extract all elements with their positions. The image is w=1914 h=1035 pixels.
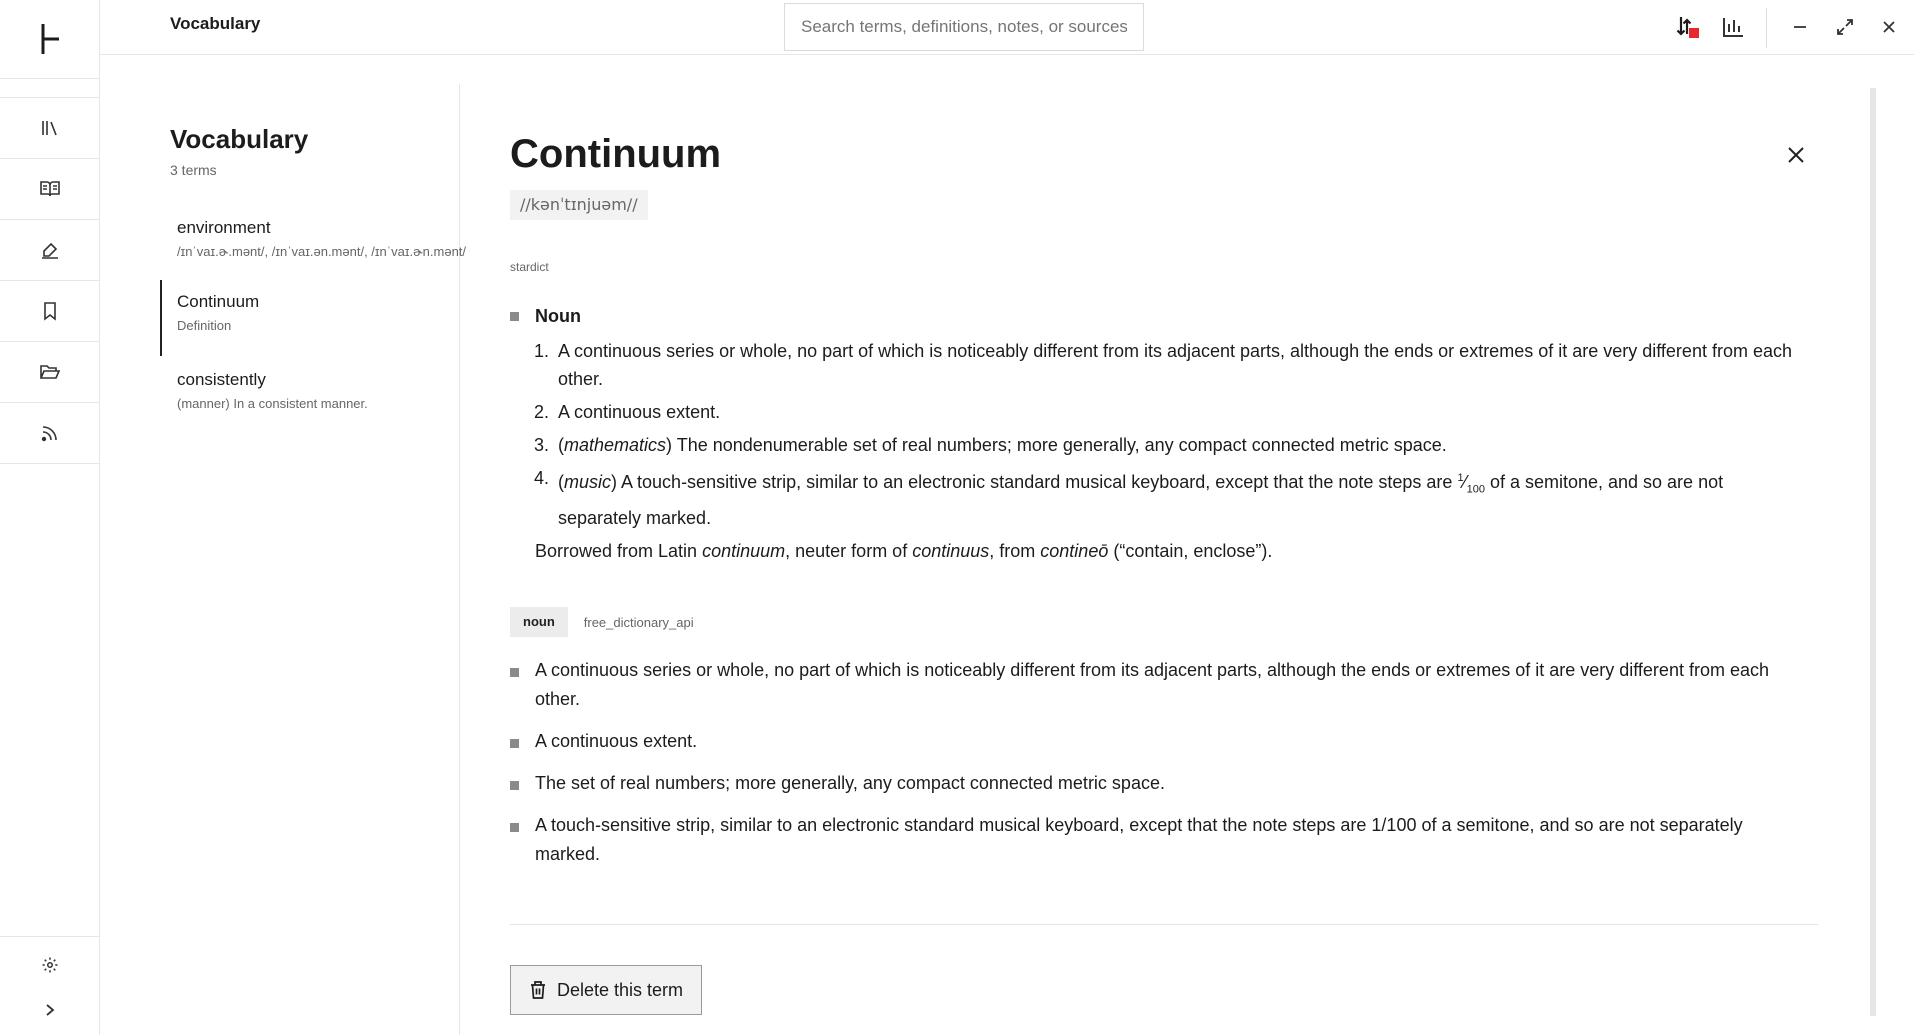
trash-icon xyxy=(529,980,547,1000)
term-title: Continuum xyxy=(510,132,722,176)
definition-item xyxy=(534,398,1810,426)
bullet-square xyxy=(510,312,519,321)
rail-item-files[interactable] xyxy=(0,342,99,403)
term-word: environment xyxy=(177,218,271,237)
definition-bullets xyxy=(510,656,1810,882)
nav-rail xyxy=(0,0,100,1035)
definition-number: 3. xyxy=(534,435,550,455)
definition-tail: of a semitone, and so are not separately marked. xyxy=(558,472,1724,528)
fraction-numerator: 1 xyxy=(1457,472,1464,484)
definition-list xyxy=(534,337,1810,532)
library-icon xyxy=(41,119,59,137)
definition-prefix: ( xyxy=(558,472,564,492)
app-logo-icon xyxy=(39,22,61,56)
toolbar-separator xyxy=(1766,8,1767,48)
rail-nav-list xyxy=(0,97,99,464)
delete-term-button[interactable] xyxy=(510,965,702,1015)
definition-prefix: ( xyxy=(558,435,564,455)
expand-icon xyxy=(1836,18,1854,36)
term-word: consistently xyxy=(177,370,266,389)
pos-heading xyxy=(510,306,1810,327)
definition-text: The set of real numbers; more generally, any compact connected metric space. xyxy=(535,773,1165,793)
highlighter-icon xyxy=(40,241,60,259)
etymology-text: (“contain, enclose”). xyxy=(1108,540,1273,561)
term-list-panel xyxy=(100,84,467,1035)
close-icon xyxy=(1882,20,1896,34)
term-preview: (manner) In a consistent manner. xyxy=(177,396,368,411)
rail-item-bookmarks[interactable] xyxy=(0,281,99,342)
pos-name: Noun xyxy=(535,306,581,326)
stats-button[interactable] xyxy=(1715,10,1751,44)
close-window-button[interactable] xyxy=(1871,10,1907,44)
fraction: $^1⁄_{100}$ xyxy=(1457,472,1485,496)
expand-rail-button[interactable] xyxy=(0,993,99,1027)
etymology-text: , from xyxy=(989,540,1041,561)
definition-text: A continuous extent. xyxy=(558,402,721,422)
term-item-consistently[interactable] xyxy=(160,358,440,434)
term-detail xyxy=(510,84,1820,1035)
minimize-icon xyxy=(1792,19,1808,35)
part-of-speech-block xyxy=(510,306,1810,565)
bullet-square xyxy=(510,739,519,748)
divider xyxy=(510,924,1818,925)
rss-icon xyxy=(41,424,59,442)
app-logo[interactable] xyxy=(0,0,99,79)
top-bar xyxy=(100,0,1914,55)
scrollbar[interactable] xyxy=(1870,88,1876,1016)
etymology-word: continuus xyxy=(912,540,990,561)
definition-bullet xyxy=(510,769,1810,798)
definition-text: A touch-sensitive strip, similar to an electronic standard musical keyboard, except that the note steps are 1/100 of a semitone, and so are not separately marked. xyxy=(535,815,1743,864)
term-count: 3 terms xyxy=(170,162,217,178)
close-icon xyxy=(1787,146,1805,164)
gear-icon xyxy=(41,956,59,974)
rail-item-feeds[interactable] xyxy=(0,403,99,464)
close-detail-button[interactable] xyxy=(1780,139,1812,171)
definition-text: A continuous series or whole, no part of which is noticeably different from its adjacent parts, although the ends or extremes of it are very different from each other. xyxy=(558,341,1792,389)
open-book-icon xyxy=(40,180,60,198)
folder-open-icon xyxy=(40,363,60,381)
sort-icon xyxy=(1675,14,1701,40)
delete-term-label: Delete this term xyxy=(557,979,684,1000)
definition-text: A continuous extent. xyxy=(535,731,698,751)
rail-bottom xyxy=(0,936,99,1035)
maximize-button[interactable] xyxy=(1827,10,1863,44)
settings-button[interactable] xyxy=(0,937,99,993)
definition-text: ) A touch-sensitive strip, similar to an electronic standard musical keyboard, except that the note steps are xyxy=(611,472,1458,492)
definition-item xyxy=(534,431,1810,459)
bullet-square xyxy=(510,668,519,677)
etymology xyxy=(535,537,1810,565)
etymology-word: contineō xyxy=(1040,540,1109,561)
bar-chart-icon xyxy=(1722,17,1744,37)
top-bar-title: Vocabulary xyxy=(170,14,261,33)
source-label: free_dictionary_api xyxy=(583,614,694,630)
definition-number: 2. xyxy=(534,402,550,422)
definition-text: A continuous series or whole, no part of which is noticeably different from its adjacent parts, although the ends or extremes of it are very different from each other. xyxy=(535,660,1769,709)
list-title: Vocabulary xyxy=(170,124,309,154)
pronunciation-badge: //kənˈtɪnjuəm// xyxy=(510,190,648,220)
definition-bullet xyxy=(510,811,1810,869)
bookmark-icon xyxy=(42,302,58,320)
term-item-environment[interactable] xyxy=(160,206,467,282)
pos-tag: noun xyxy=(510,607,568,637)
chevron-right-icon xyxy=(44,1003,56,1017)
pos-tag-row xyxy=(510,607,694,637)
fraction-denominator: 100 xyxy=(1466,483,1485,496)
source-label: stardict xyxy=(510,260,549,274)
etymology-word: continuum xyxy=(702,540,786,561)
sort-button[interactable] xyxy=(1670,10,1706,44)
definition-number: 4. xyxy=(534,468,550,488)
minimize-button[interactable] xyxy=(1782,10,1818,44)
term-item-continuum[interactable] xyxy=(160,280,440,356)
definition-domain: music xyxy=(564,472,612,492)
search-input[interactable] xyxy=(784,3,1144,51)
definition-text: ) The nondenumerable set of real numbers; more generally, any compact connected metric space. xyxy=(666,435,1447,455)
definition-item xyxy=(534,464,1810,532)
rail-item-library[interactable] xyxy=(0,98,99,159)
rail-item-highlights[interactable] xyxy=(0,220,99,281)
etymology-text: , neuter form of xyxy=(785,540,913,561)
definition-bullet xyxy=(510,727,1810,756)
etymology-text: Borrowed from Latin xyxy=(535,540,703,561)
term-preview: /ɪnˈvaɪ.ɚ.mənt/, /ɪnˈvaɪ.ən.mənt/, /ɪnˈvaɪ.ɚn.mənt/ xyxy=(177,244,467,259)
term-word: Continuum xyxy=(177,292,260,311)
definition-number: 1. xyxy=(534,341,550,361)
rail-item-reader[interactable] xyxy=(0,159,99,220)
term-preview: Definition xyxy=(177,318,232,333)
definition-bullet xyxy=(510,656,1810,714)
bullet-square xyxy=(510,781,519,790)
definition-item xyxy=(534,337,1810,393)
bullet-square xyxy=(510,823,519,832)
definition-domain: mathematics xyxy=(564,435,667,455)
